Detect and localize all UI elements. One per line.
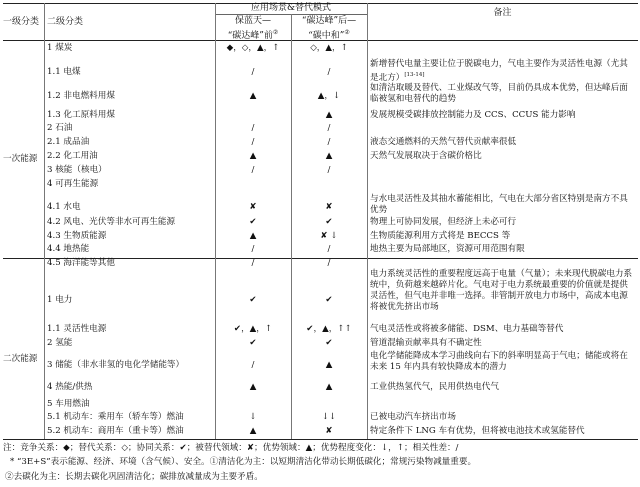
row-scenario-b: ✘ bbox=[325, 426, 333, 436]
row-scenario-a: ▲ bbox=[249, 231, 257, 241]
row-note: 管道混输贡献率具有不确定性 bbox=[370, 338, 482, 348]
header-scenario-a-sup: ② bbox=[272, 29, 279, 36]
row-name: 1.2 非电燃料用煤 bbox=[47, 91, 115, 101]
row-note: 物理上可协同发展，但经济上未必可行 bbox=[370, 217, 517, 227]
row-scenario-b: ✘ ↓ bbox=[320, 231, 338, 241]
row-name: 2.2 化工用油 bbox=[47, 151, 98, 161]
row-name: 4.1 水电 bbox=[47, 202, 81, 212]
row-note bbox=[370, 59, 635, 84]
group-label-primary: 一次能源 bbox=[3, 154, 38, 164]
row-scenario-b: ✔ bbox=[325, 338, 333, 348]
row-scenario-b: ✔ bbox=[325, 295, 333, 305]
footnote-3es: * “3E+S”表示能源、经济、环境（含气候）、安全。①清洁化为主：以短期清洁化带动长期低碳化；常规污染物减量重要。 bbox=[10, 457, 477, 467]
row-name: 1 电力 bbox=[47, 295, 73, 305]
row-name: 4 热能/供热 bbox=[47, 382, 93, 392]
row-note: 电力系统灵活性的重要程度远高于电量（气量）；未来现代脱碳电力系统中，负荷越来越碎片化。气电对于电力系统最重要的价值就是提供灵活性，但气电并非唯一选择。非管制开放电力市场中，高成本电源将被优先挤出市场 bbox=[370, 269, 633, 312]
row-scenario-a: ▲ bbox=[249, 382, 257, 392]
row-scenario-a: ▲ bbox=[249, 151, 257, 161]
row-scenario-b: ▲ bbox=[325, 382, 333, 392]
row-name: 5.1 机动车：乘用车（轿车等）燃油 bbox=[47, 412, 184, 422]
row-note: 如清洁取暖及替代、工业煤改气等，目前仍具成本优势，但达峰后面临被氢和电替代的趋势 bbox=[370, 83, 628, 104]
row-name: 5.2 机动车：商用车（重卡等）燃油 bbox=[47, 426, 184, 436]
header-scenario-b-sup: ② bbox=[344, 29, 350, 36]
header-scenario-b-line1: “碳达峰”后— bbox=[301, 16, 357, 26]
row-name: 4.4 地热能 bbox=[47, 244, 90, 254]
row-name: 4.5 海洋能等其他 bbox=[47, 258, 115, 268]
row-scenario-b: ▲ bbox=[325, 151, 333, 161]
row-note: 工业供热氢代气，民用供热电代气 bbox=[370, 382, 499, 392]
footnote-decarbonization: ②去碳化为主：长期去碳化巩固清洁化；碳排放减量成为主要矛盾。 bbox=[5, 472, 263, 482]
row-scenario-b: ✔ bbox=[325, 217, 333, 227]
header-scenario-a-text: “碳达峰”前 bbox=[227, 31, 273, 41]
row-name: 2 氢能 bbox=[47, 338, 73, 348]
row-scenario-a: / bbox=[251, 360, 255, 370]
header-scenario-group: 应用场景&替代模式 bbox=[250, 3, 331, 13]
row-scenario-a: ✔，▲，↑ bbox=[233, 324, 273, 334]
header-scenario-b-text: “碳中和” bbox=[308, 31, 345, 41]
row-scenario-b: ▲ bbox=[325, 110, 333, 120]
row-scenario-b: / bbox=[327, 137, 331, 147]
row-scenario-b: / bbox=[327, 258, 331, 268]
row-scenario-b: ▲ bbox=[325, 360, 333, 370]
row-name: 3 储能（非水非氢的电化学储能等） bbox=[47, 360, 185, 370]
row-scenario-b: ✘ bbox=[325, 202, 333, 212]
row-scenario-a: ✔ bbox=[249, 338, 257, 348]
header-scenario-b-line2 bbox=[291, 27, 367, 42]
row-scenario-a: / bbox=[251, 258, 255, 268]
row-name: 4 可再生能源 bbox=[47, 179, 99, 189]
row-note-text: 新增替代电量主要让位于脱碳电力，气电主要作为灵活性电源（尤其是北方） bbox=[370, 59, 628, 83]
row-note: 天然气发展取决于含碳价格比 bbox=[370, 151, 482, 161]
group-label-secondary: 二次能源 bbox=[3, 354, 38, 364]
row-name: 4.2 风电、光伏等非水可再生能源 bbox=[47, 217, 176, 227]
row-note: 特定条件下 LNG 车有优势，但将被电池技术或氢能替代 bbox=[370, 426, 585, 436]
footnote-legend: 注：竞争关系：◆；替代关系：◇；协同关系：✔；被替代领域：✘；优势领域：▲；优势程度变化：↓，↑；相关性差：/ bbox=[3, 443, 459, 453]
row-scenario-b: / bbox=[327, 67, 331, 77]
header-notes: 备注 bbox=[493, 8, 512, 18]
header-scenario-a-line2 bbox=[215, 27, 291, 42]
row-name: 2 石油 bbox=[47, 123, 73, 133]
row-name: 1.1 电煤 bbox=[47, 67, 81, 77]
row-name: 1.1 灵活性电源 bbox=[47, 324, 107, 334]
header-col1: 一级分类 bbox=[3, 17, 40, 27]
row-name: 5 车用燃油 bbox=[47, 399, 90, 409]
row-note: 液态交通燃料的天然气替代贡献率很低 bbox=[370, 137, 517, 147]
row-scenario-a: ✔ bbox=[249, 295, 257, 305]
row-scenario-a: / bbox=[251, 165, 255, 175]
row-scenario-a: / bbox=[251, 137, 255, 147]
col-rule-1 bbox=[44, 3, 45, 439]
row-scenario-a: ◆，◇，▲，↑ bbox=[226, 43, 280, 53]
row-scenario-a: / bbox=[251, 244, 255, 254]
row-scenario-a: ▲ bbox=[249, 91, 257, 101]
row-scenario-a: / bbox=[251, 123, 255, 133]
row-scenario-a: ✔ bbox=[249, 217, 257, 227]
row-scenario-a: ↓ bbox=[249, 412, 257, 422]
row-scenario-b: / bbox=[327, 123, 331, 133]
row-note: 地热主要为局部地区，资源可用范围有限 bbox=[370, 244, 525, 254]
row-scenario-b: ▲，↓ bbox=[317, 91, 341, 101]
row-scenario-b: / bbox=[327, 165, 331, 175]
row-scenario-a: ▲ bbox=[249, 426, 257, 436]
table-bottom-rule bbox=[3, 439, 638, 440]
row-scenario-b: / bbox=[327, 244, 331, 254]
header-scenario-a-line1: 保蓝天— bbox=[234, 16, 271, 26]
row-name: 3 核能（核电） bbox=[47, 165, 107, 175]
col-rule-4 bbox=[367, 3, 368, 439]
row-scenario-b: ◇，▲，↑ bbox=[310, 43, 348, 53]
row-note: 气电灵活性或将被多储能、DSM、电力基础等替代 bbox=[370, 324, 564, 334]
row-scenario-b: ↓↓ bbox=[321, 412, 337, 422]
row-scenario-b: ✔，▲，↑↑ bbox=[306, 324, 352, 334]
row-name: 1 煤炭 bbox=[47, 43, 73, 53]
row-note: 发展规模受碳排放控制能力及 CCS、CCUS 能力影响 bbox=[370, 110, 576, 120]
row-note: 与水电灵活性及其抽水蓄能相比，气电在大部分省区特别是南方不具优势 bbox=[370, 194, 628, 215]
row-note: 已被电动汽车挤出市场 bbox=[370, 412, 456, 422]
row-note-sup: [13-14] bbox=[404, 72, 425, 78]
row-scenario-a: / bbox=[251, 67, 255, 77]
header-col2: 二级分类 bbox=[47, 17, 84, 27]
row-note: 生物质能源利用方式将是 BECCS 等 bbox=[370, 231, 511, 241]
row-name: 4.3 生物质能源 bbox=[47, 231, 107, 241]
row-note: 电化学储能降成本学习曲线向右下的斜率明显高于气电；储能或将在未来 15 年内具有较快降成本的潜力 bbox=[370, 351, 628, 372]
row-name: 1.3 化工原料用煤 bbox=[47, 110, 115, 120]
row-name: 2.1 成品油 bbox=[47, 137, 90, 147]
row-scenario-a: ✘ bbox=[249, 202, 257, 212]
